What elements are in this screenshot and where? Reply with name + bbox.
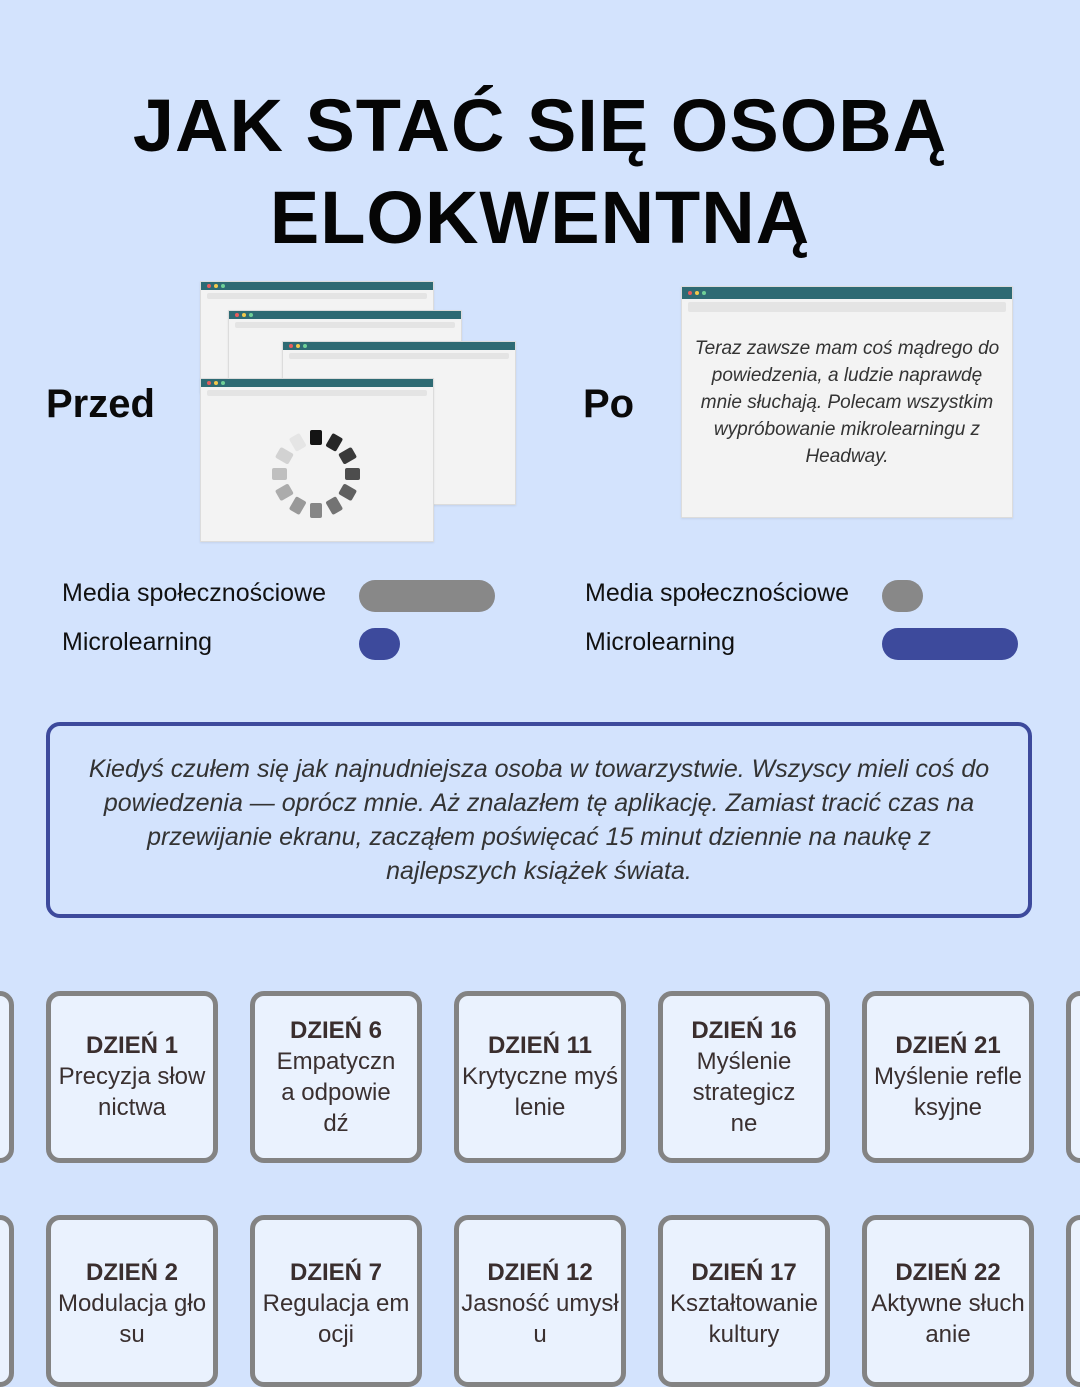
day-topic: Empatyczna odpowiedź xyxy=(276,1047,396,1137)
spinner-segment xyxy=(310,503,322,518)
day-card[interactable] xyxy=(46,1215,218,1387)
loading-spinner-icon xyxy=(270,428,362,520)
spinner-segment xyxy=(325,433,343,452)
partial-card-right xyxy=(1066,991,1080,1163)
day-card[interactable] xyxy=(862,1215,1034,1387)
testimonial-box xyxy=(46,722,1032,918)
before-meter-bar-microlearning xyxy=(359,628,400,660)
day-card[interactable] xyxy=(250,991,422,1163)
spinner-segment xyxy=(345,468,360,480)
day-card[interactable] xyxy=(250,1215,422,1387)
day-number: DZIEŃ 6 xyxy=(289,1016,382,1044)
before-meter-label-social: Media społecznościowe xyxy=(62,579,327,607)
day-topic: Modulacja głosu xyxy=(57,1290,207,1348)
spinner-segment xyxy=(289,496,307,515)
after-meter-label-microlearning: Microlearning xyxy=(585,628,736,656)
before-label: Przed xyxy=(46,382,155,426)
day-topic: Jasność umysłu xyxy=(461,1290,619,1348)
day-card[interactable] xyxy=(46,991,218,1163)
day-number: DZIEŃ 1 xyxy=(85,1032,178,1059)
day-topic: Myślenie strategiczne xyxy=(692,1047,796,1137)
after-meter-label-social: Media społecznościowe xyxy=(585,579,850,607)
spinner-segment xyxy=(275,483,294,501)
before-meter-bar-social xyxy=(359,580,495,612)
browser-window-icon xyxy=(681,286,1013,518)
before-meter-label-microlearning: Microlearning xyxy=(62,628,213,656)
spinner-segment xyxy=(310,430,322,445)
title-line-2: ELOKWENTNĄ xyxy=(269,176,811,259)
day-number: DZIEŃ 7 xyxy=(289,1259,382,1286)
day-number: DZIEŃ 11 xyxy=(487,1032,593,1059)
day-number: DZIEŃ 16 xyxy=(691,1016,797,1044)
day-topic: Aktywne słuchanie xyxy=(871,1290,1025,1348)
day-card[interactable] xyxy=(862,991,1034,1163)
partial-card-right xyxy=(1066,1215,1080,1387)
testimonial-text: Kiedyś czułem się jak najnudniejsza osoba w towarzystwie. Wszyscy mieli coś do powiedzenia — oprócz mnie. Aż znalazłem tę aplikację. Zamiast tracić czas na przewijanie ekranu, zacząłem poświęcać 15 minut dziennie na naukę z najlepszych książek świata. xyxy=(88,755,990,885)
day-topic: Myślenie refleksyjne xyxy=(873,1063,1023,1121)
spinner-segment xyxy=(325,496,343,515)
after-label: Po xyxy=(583,382,635,426)
day-number: DZIEŃ 17 xyxy=(691,1259,797,1286)
day-topic: Krytyczne myślenie xyxy=(461,1063,619,1121)
spinner-segment xyxy=(289,433,307,452)
day-card[interactable] xyxy=(454,1215,626,1387)
day-topic: Kształtowanie kultury xyxy=(669,1290,819,1348)
spinner-segment xyxy=(338,447,357,465)
after-meter-bar-microlearning xyxy=(882,628,1018,660)
spinner-segment xyxy=(338,483,357,501)
partial-card-left xyxy=(0,991,14,1163)
after-meter-bar-social xyxy=(882,580,923,612)
day-card[interactable] xyxy=(454,991,626,1163)
partial-card-left xyxy=(0,1215,14,1387)
title-line-1: JAK STAĆ SIĘ OSOBĄ xyxy=(132,84,948,167)
day-number: DZIEŃ 2 xyxy=(85,1259,178,1286)
day-card[interactable] xyxy=(658,991,830,1163)
after-quote: Teraz zawsze mam coś mądrego do powiedzenia, a ludzie naprawdę mnie słuchają. Polecam wszystkim wypróbowanie mikrolearningu z Headway. xyxy=(694,338,1000,467)
day-number: DZIEŃ 12 xyxy=(487,1259,593,1286)
page-title xyxy=(0,80,1080,264)
day-card[interactable] xyxy=(658,1215,830,1387)
spinner-segment xyxy=(275,447,294,465)
day-topic: Precyzja słownictwa xyxy=(58,1063,206,1121)
day-topic: Regulacja emocji xyxy=(262,1290,410,1348)
day-number: DZIEŃ 21 xyxy=(895,1032,1001,1059)
day-number: DZIEŃ 22 xyxy=(895,1259,1001,1286)
spinner-segment xyxy=(272,468,287,480)
